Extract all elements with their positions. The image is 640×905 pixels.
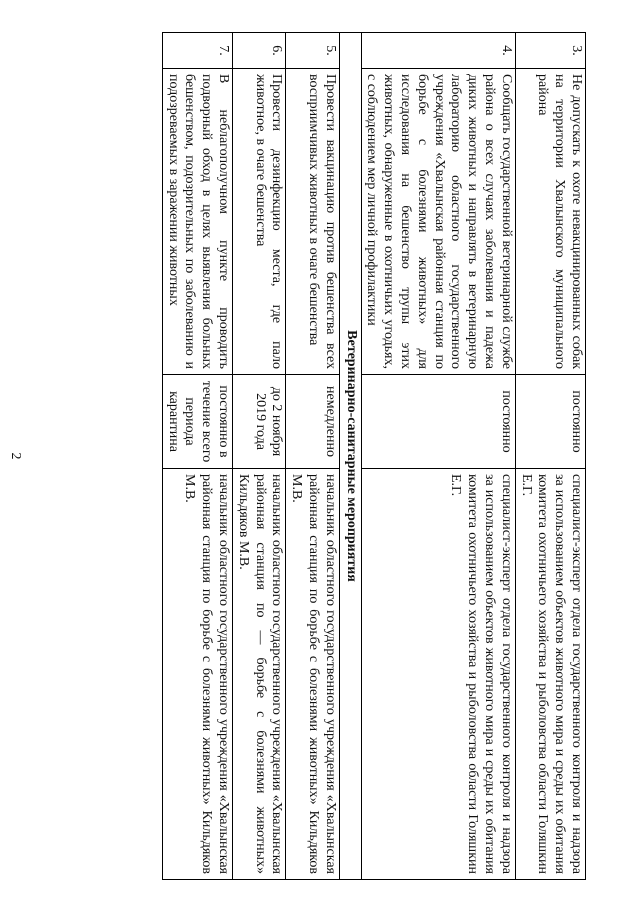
- row-deadline: до 2 ноября 2019 года: [233, 375, 286, 469]
- table-row: [361, 33, 515, 880]
- row-deadline: постоянно в течение всего периода карантина: [162, 375, 232, 469]
- table-row: [286, 33, 339, 880]
- row-task: Сообщать государственной ветеринарной службе района о всех случаях заболевания и падежа диких животных и направлять в ветеринарную лабораторию областного государственного учреждения «Хвалынская районная станция по борьбе с болезнями животных» для исследования на бешенство трупы этих животных, обнаруженные в охотничьих угодьях, с соблюдением мер личной профилактики: [361, 69, 515, 375]
- row-number: 3.: [515, 33, 585, 69]
- page-number: 2: [8, 452, 23, 460]
- section-row: [339, 33, 361, 880]
- rotated-page-content: [46, 32, 586, 879]
- row-deadline: постоянно: [361, 375, 515, 469]
- table-section-header: [339, 33, 361, 880]
- row-number: 6.: [233, 33, 286, 69]
- row-responsible: начальник областного государственного учреждения «Хвалынская районная станция по — борьбе с болезнями животных» Кильдяков М.В.: [233, 469, 286, 880]
- section-title: Ветеринарно-санитарные мероприятия: [339, 33, 361, 880]
- measures-table: [162, 32, 586, 880]
- row-task: Провести дезинфекцию места, где пало животное, в очаге бешенства: [233, 69, 286, 375]
- row-deadline: немедленно: [286, 375, 339, 469]
- row-task: В неблагополучном пункте проводить подворный обход в целях выявления больных бешенством, подозрительных по заболеванию и подозреваемых в заражении животных: [162, 69, 232, 375]
- table-row: [162, 33, 232, 880]
- row-responsible: специалист-эксперт отдела государственного контроля и надзора за использованием объектов животного мира и среды их обитания комитета охотничьего хозяйства и рыболовства области Голяшкин Е.Г.: [515, 469, 585, 880]
- table-body-before-section: [361, 33, 585, 880]
- row-responsible: начальник областного государственного учреждения «Хвалынская районная станция по борьбе с болезнями животных» Кильдяков М.В.: [286, 469, 339, 880]
- row-deadline: постоянно: [515, 375, 585, 469]
- table-body-after-section: [162, 33, 339, 880]
- row-number: 7.: [162, 33, 232, 69]
- row-task: Провести вакцинацию против бешенства всех восприимчивых животных в очаге бешенства: [286, 69, 339, 375]
- row-task: Не допускать к охоте невакцинированных собак на территории Хвалынского муниципального района: [515, 69, 585, 375]
- row-number: 5.: [286, 33, 339, 69]
- table-row: [233, 33, 286, 880]
- row-responsible: специалист-эксперт отдела государственного контроля и надзора за использованием объектов животного мира и среды их обитания комитета охотничьего хозяйства и рыболовства области Голяшкин Е.Г.: [361, 469, 515, 880]
- table-row: [515, 33, 585, 880]
- row-responsible: начальник областного государственного учреждения «Хвалынская районная станция по борьбе с болезнями животных» Кильдяков М.В.: [162, 469, 232, 880]
- row-number: 4.: [361, 33, 515, 69]
